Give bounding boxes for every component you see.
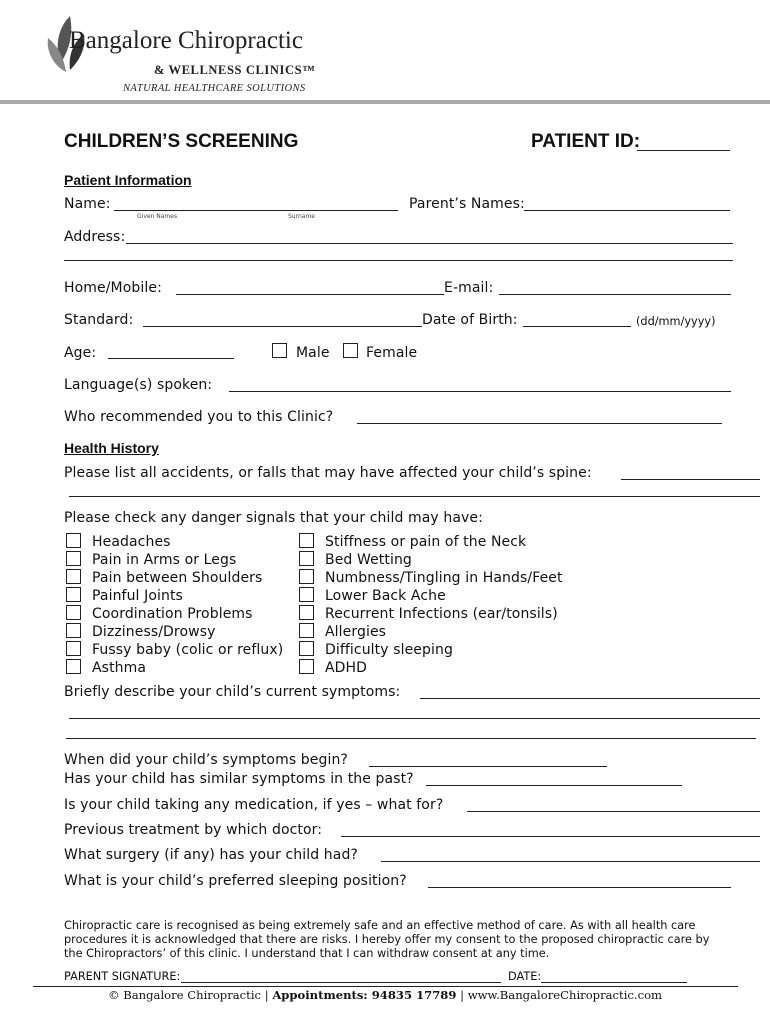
dob-field[interactable] xyxy=(523,326,631,327)
sleeping-difficulty-checkbox[interactable] xyxy=(299,641,314,656)
pain-shoulders-checkbox[interactable] xyxy=(66,569,81,584)
brand-name: Bangalore Chiropractic xyxy=(69,27,303,54)
signal-label-lower-back: Lower Back Ache xyxy=(325,588,446,604)
age-field[interactable] xyxy=(108,358,234,359)
pain-arms-legs-checkbox[interactable] xyxy=(66,551,81,566)
footer-appointments: Appointments: 94835 17789 xyxy=(272,988,457,1002)
symptoms-field-line-1[interactable] xyxy=(420,698,760,699)
signal-label-numbness: Numbness/Tingling in Hands/Feet xyxy=(325,570,563,586)
email-field[interactable] xyxy=(499,294,731,295)
fussy-baby-checkbox[interactable] xyxy=(66,641,81,656)
standard-field[interactable] xyxy=(143,326,422,327)
allergies-checkbox[interactable] xyxy=(299,623,314,638)
infections-checkbox[interactable] xyxy=(299,605,314,620)
consent-text-line-2: procedures it is acknowledged that there are risks. I hereby offer my consent to the proposed chiropractic care by xyxy=(64,933,710,946)
male-checkbox[interactable] xyxy=(272,343,287,358)
signal-label-bed-wetting: Bed Wetting xyxy=(325,552,412,568)
bed-wetting-checkbox[interactable] xyxy=(299,551,314,566)
signal-label-allergies: Allergies xyxy=(325,624,387,640)
date-label: DATE: xyxy=(508,970,542,983)
footer-website: | www.BangaloreChiropractic.com xyxy=(456,988,663,1002)
signal-label-pain-arms-legs: Pain in Arms or Legs xyxy=(92,552,237,568)
medication-label: Is your child taking any medication, if yes – what for? xyxy=(64,797,444,813)
name-label: Name: xyxy=(64,196,111,212)
address-field-line-1[interactable] xyxy=(126,243,733,244)
recommended-label: Who recommended you to this Clinic? xyxy=(64,409,334,425)
signal-label-headaches: Headaches xyxy=(92,534,171,550)
parents-names-field[interactable] xyxy=(524,210,730,211)
consent-text-line-1: Chiropractic care is recognised as being extremely safe and an effective method of care. As with all health care xyxy=(64,919,696,932)
home-mobile-label: Home/Mobile: xyxy=(64,280,162,296)
surgery-field[interactable] xyxy=(381,861,760,862)
sleeping-position-label: What is your child’s preferred sleeping position? xyxy=(64,873,407,889)
sleeping-position-field[interactable] xyxy=(428,887,731,888)
page-title: CHILDREN’S SCREENING xyxy=(64,131,299,152)
coordination-checkbox[interactable] xyxy=(66,605,81,620)
surgery-label: What surgery (if any) has your child had? xyxy=(64,847,358,863)
dob-label: Date of Birth: xyxy=(422,312,518,328)
signal-label-fussy-baby: Fussy baby (colic or reflux) xyxy=(92,642,284,658)
parent-signature-label: PARENT SIGNATURE: xyxy=(64,970,181,983)
footer-divider xyxy=(33,986,738,987)
accidents-field-line-1[interactable] xyxy=(621,479,760,480)
dizziness-checkbox[interactable] xyxy=(66,623,81,638)
painful-joints-checkbox[interactable] xyxy=(66,587,81,602)
previous-treatment-label: Previous treatment by which doctor: xyxy=(64,822,323,838)
signal-label-painful-joints: Painful Joints xyxy=(92,588,183,604)
accidents-field-line-2[interactable] xyxy=(69,496,760,497)
parents-names-label: Parent’s Names: xyxy=(409,196,525,212)
symptoms-began-label: When did your child’s symptoms begin? xyxy=(64,752,348,768)
parent-signature-field[interactable] xyxy=(181,982,501,983)
recommended-field[interactable] xyxy=(357,423,722,424)
patient-id-label: PATIENT ID: xyxy=(531,131,641,152)
languages-field[interactable] xyxy=(229,391,731,392)
address-label: Address: xyxy=(64,229,126,245)
signal-label-adhd: ADHD xyxy=(325,660,368,676)
medication-field[interactable] xyxy=(467,811,760,812)
accidents-label: Please list all accidents, or falls that may have affected your child’s spine: xyxy=(64,465,592,481)
age-label: Age: xyxy=(64,345,97,361)
signal-label-infections: Recurrent Infections (ear/tonsils) xyxy=(325,606,558,622)
signal-label-dizziness: Dizziness/Drowsy xyxy=(92,624,216,640)
brand-tagline: NATURAL HEALTHCARE SOLUTIONS xyxy=(123,83,306,94)
dob-format-hint: (dd/mm/yyyy) xyxy=(636,315,716,328)
neck-stiffness-checkbox[interactable] xyxy=(299,533,314,548)
patient-id-field[interactable] xyxy=(637,150,730,151)
similar-symptoms-field[interactable] xyxy=(426,785,682,786)
brand-subtitle: & WELLNESS CLINICS™ xyxy=(154,63,316,77)
home-mobile-field[interactable] xyxy=(176,294,444,295)
symptoms-field-line-3[interactable] xyxy=(66,738,756,739)
numbness-checkbox[interactable] xyxy=(299,569,314,584)
male-label: Male xyxy=(296,345,330,361)
headaches-checkbox[interactable] xyxy=(66,533,81,548)
name-field[interactable] xyxy=(114,210,398,211)
signal-label-neck-stiffness: Stiffness or pain of the Neck xyxy=(325,534,527,550)
consent-text-line-3: the Chiropractors’ of this clinic. I understand that I can withdraw consent at any time. xyxy=(64,947,550,960)
symptoms-began-field[interactable] xyxy=(369,766,607,767)
standard-label: Standard: xyxy=(64,312,134,328)
danger-signals-label: Please check any danger signals that your child may have: xyxy=(64,510,483,526)
symptoms-label: Briefly describe your child’s current symptoms: xyxy=(64,684,401,700)
languages-label: Language(s) spoken: xyxy=(64,377,213,393)
header-divider xyxy=(0,100,770,104)
surname-label: Surname xyxy=(288,213,315,220)
health-history-heading: Health History xyxy=(64,440,159,456)
previous-treatment-field[interactable] xyxy=(341,836,760,837)
symptoms-field-line-2[interactable] xyxy=(69,718,760,719)
lower-back-checkbox[interactable] xyxy=(299,587,314,602)
signal-label-coordination: Coordination Problems xyxy=(92,606,253,622)
asthma-checkbox[interactable] xyxy=(66,659,81,674)
signal-label-pain-shoulders: Pain between Shoulders xyxy=(92,570,263,586)
date-field[interactable] xyxy=(541,982,687,983)
adhd-checkbox[interactable] xyxy=(299,659,314,674)
female-checkbox[interactable] xyxy=(343,343,358,358)
footer xyxy=(0,988,770,1002)
similar-symptoms-label: Has your child has similar symptoms in the past? xyxy=(64,771,414,787)
email-label: E-mail: xyxy=(444,280,494,296)
patient-info-heading: Patient Information xyxy=(64,172,192,188)
signal-label-sleeping-difficulty: Difficulty sleeping xyxy=(325,642,453,658)
signal-label-asthma: Asthma xyxy=(92,660,147,676)
given-names-label: Given Names xyxy=(137,213,178,220)
footer-copyright: © Bangalore Chiropractic | xyxy=(107,988,273,1002)
address-field-line-2[interactable] xyxy=(64,260,733,261)
female-label: Female xyxy=(366,345,418,361)
